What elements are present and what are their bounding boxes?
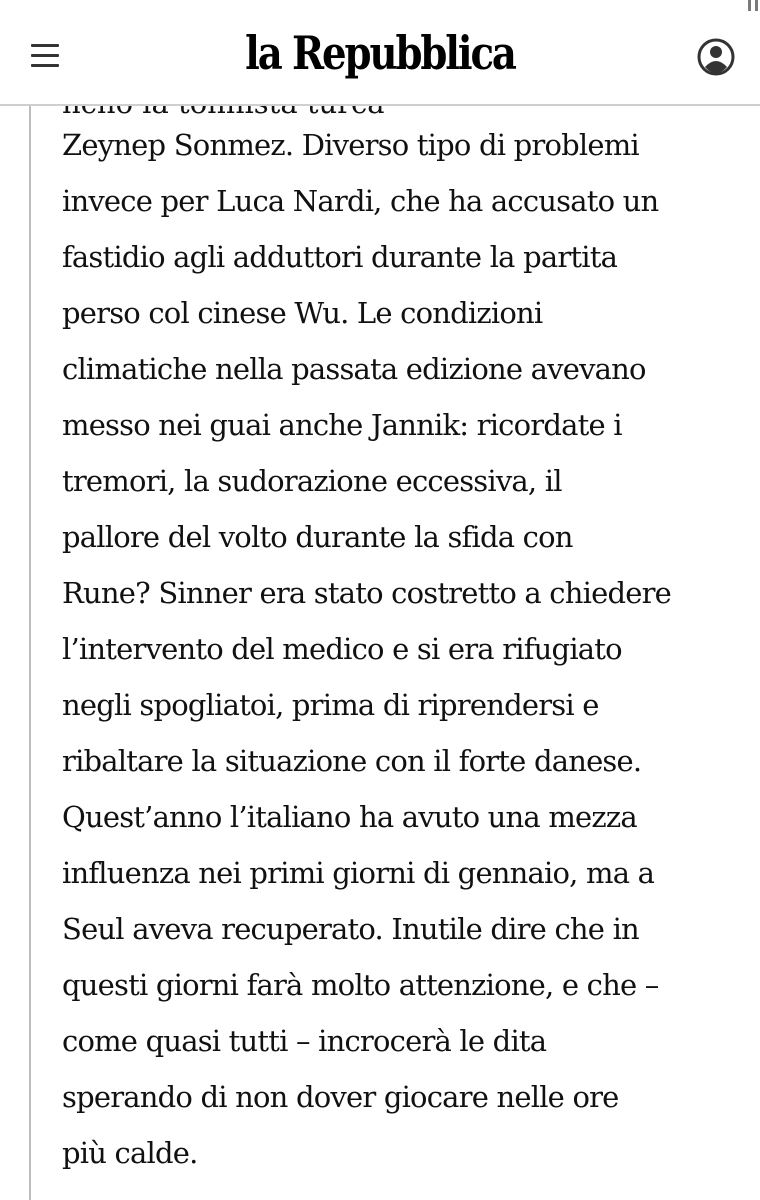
- article-text-line: messo nei guai anche Jannik: ricordate i: [62, 408, 622, 442]
- article-text-line: sperando di non dover giocare nelle ore: [62, 1080, 619, 1114]
- article-text-line: Quest’anno l’italiano ha avuto una mezza: [62, 800, 637, 834]
- article-text-line: tremori, la sudorazione eccessiva, il: [62, 464, 562, 498]
- article-text-line: perso col cinese Wu. Le condizioni: [62, 296, 543, 330]
- article-text-line: come quasi tutti – incrocerà le dita: [62, 1024, 547, 1058]
- article-body: [0, 104, 760, 1200]
- article-paragraph: [62, 117, 752, 1181]
- status-fragment: [748, 0, 760, 12]
- article-text-line: più calde.: [62, 1136, 198, 1170]
- site-logo[interactable]: la Repubblica: [245, 26, 515, 80]
- user-avatar-icon: [694, 35, 738, 79]
- article-text-line: fastidio agli adduttori durante la partita: [62, 240, 618, 274]
- article-text-line: Rune? Sinner era stato costretto a chiedere: [62, 576, 672, 610]
- user-account-icon[interactable]: [694, 35, 738, 79]
- article-text-line: influenza nei primi giorni di gennaio, ma a: [62, 856, 655, 890]
- article-text-line: Seul aveva recuperato. Inutile dire che in: [62, 912, 639, 946]
- article-text-line: pallore del volto durante la sfida con: [62, 520, 573, 554]
- article-text-line: questi giorni farà molto attenzione, e che –: [62, 968, 659, 1002]
- article-text-line: invece per Luca Nardi, che ha accusato un: [62, 184, 659, 218]
- article-text-line: negli spogliatoi, prima di riprendersi e: [62, 688, 599, 722]
- article-side-rule: [29, 104, 31, 1200]
- top-navigation-bar: [0, 0, 760, 106]
- article-text-line: ribaltare la situazione con il forte danese.: [62, 744, 642, 778]
- hamburger-menu-icon[interactable]: [31, 44, 59, 68]
- article-text-line: climatiche nella passata edizione avevano: [62, 352, 646, 386]
- article-text-line: Zeynep Sonmez. Diverso tipo di problemi: [62, 128, 639, 162]
- article-text-line: l’intervento del medico e si era rifugiato: [62, 632, 622, 666]
